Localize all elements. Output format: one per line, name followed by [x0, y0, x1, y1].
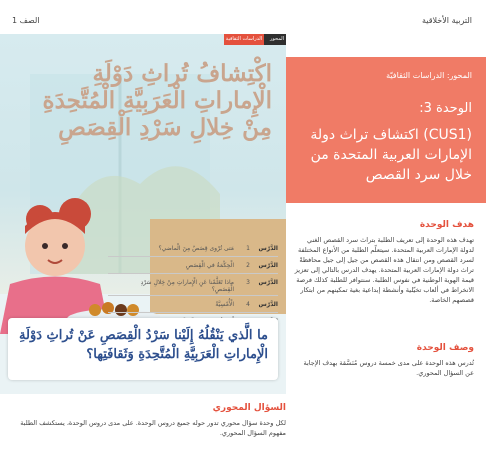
unit-goal-heading: هدف الوحدة — [419, 220, 474, 230]
book-unit-title: اكْتِشافُ تُراثِ دَوْلَةِ الْإِماراتِ الْعَرَبِيَّةِ الْمُتَّحِدَةِ مِنْ خِلالِ سَرْدِ الْقِصَصِ — [42, 60, 272, 141]
lesson-title: ماذا تَعَلَّمْنا عَنِ الْإِماراتِ مِنْ خِلالِ سَرْدِ الْقِصَصِ؟ — [140, 279, 234, 293]
lesson-row — [108, 296, 278, 313]
unit-info-panel — [286, 57, 486, 203]
axis-label: المحور: الدراسات الثقافيّة — [386, 71, 472, 80]
subject-label: التربية الأخلاقية — [422, 16, 472, 25]
unit-title: (CUS1) اكتشاف تراث دولة الإمارات العربية المتحدة من خلال سرد القصص — [310, 127, 472, 183]
lesson-row — [108, 240, 278, 257]
lesson-label: الدَّرْس — [258, 279, 278, 286]
unit-tag-theme: الدراسات الثقافية — [224, 34, 264, 45]
textbook-page-image — [0, 34, 286, 394]
lesson-number: 1 — [246, 245, 250, 252]
lessons-list — [108, 240, 278, 330]
lesson-title: مَتى تُرْوى قِصَصٌ مِنَ الْماضي؟ — [158, 245, 234, 252]
unit-goal-text: تهدف هذه الوحدة إلى تعريف الطلبة بتراث سرد القصص الغني لدولة الإمارات العربية المتحدة. سيتعلّم الطلبة من الأنواع المختلفة لسرد القصص ومن انتقال هذه القصص من جيل إلى جيل محافظةً تراث دولة الإمارات العربية المتحدة. يهدف الدرس بالتالي إلى تعزيز قيمة الهوية الوطنية في نفوس الطلبة. سنتوافر للطلبة كذلك فرصة الانخراط في ألعاب تخيّلية وأنشطة إبداعية بغية تمكينهم من ابتكار قصصهم الخاصة. — [294, 236, 474, 304]
lesson-row — [108, 274, 278, 296]
lesson-row — [108, 257, 278, 274]
central-question-section — [14, 403, 286, 438]
lesson-number: 3 — [246, 279, 250, 286]
page-header — [0, 0, 486, 36]
lesson-label: الدَّرْس — [258, 262, 278, 269]
unit-description-heading: وصف الوحدة — [416, 343, 474, 353]
lesson-number: 4 — [246, 301, 250, 308]
grade-label: الصف 1 — [12, 16, 40, 25]
central-question-text: لكل وحدة سؤال محوري تدور حوله جميع دروس الوحدة. على مدى دروس الوحدة، يستكشف الطلبة مفهوم السؤال المحوري. — [20, 419, 286, 437]
lesson-title: الْأُمْسِيَّةُ — [215, 301, 234, 308]
unit-description-text: تُدرس هذه الوحدة على مدى خمسة دروس مُنَسَّقة بهدف الإجابة عن السؤال المحوري. — [303, 359, 474, 377]
unit-description-section — [294, 343, 474, 378]
unit-number: الوحدة 3: — [419, 101, 472, 116]
central-question-heading: السؤال المحوري — [212, 403, 286, 413]
central-question-box: ما الَّذي يَنْقُلُهُ إِلَيْنا سَرْدُ الْقِصَصِ عَنْ تُراثِ دَوْلَةِ الْإِماراتِ الْعَرَبِيَّةِ الْمُتَّحِدَةِ وَثَقافَتِها؟ — [8, 318, 278, 380]
lesson-label: الدَّرْس — [258, 245, 278, 252]
lesson-label: الدَّرْس — [258, 301, 278, 308]
unit-tag-axis: المحور — [269, 36, 284, 42]
unit-tag — [224, 34, 286, 45]
unit-goal-section — [294, 220, 474, 305]
lesson-number: 2 — [246, 262, 250, 269]
lesson-title: الْحِكْمَةُ في الْقِصَصِ — [185, 262, 234, 269]
